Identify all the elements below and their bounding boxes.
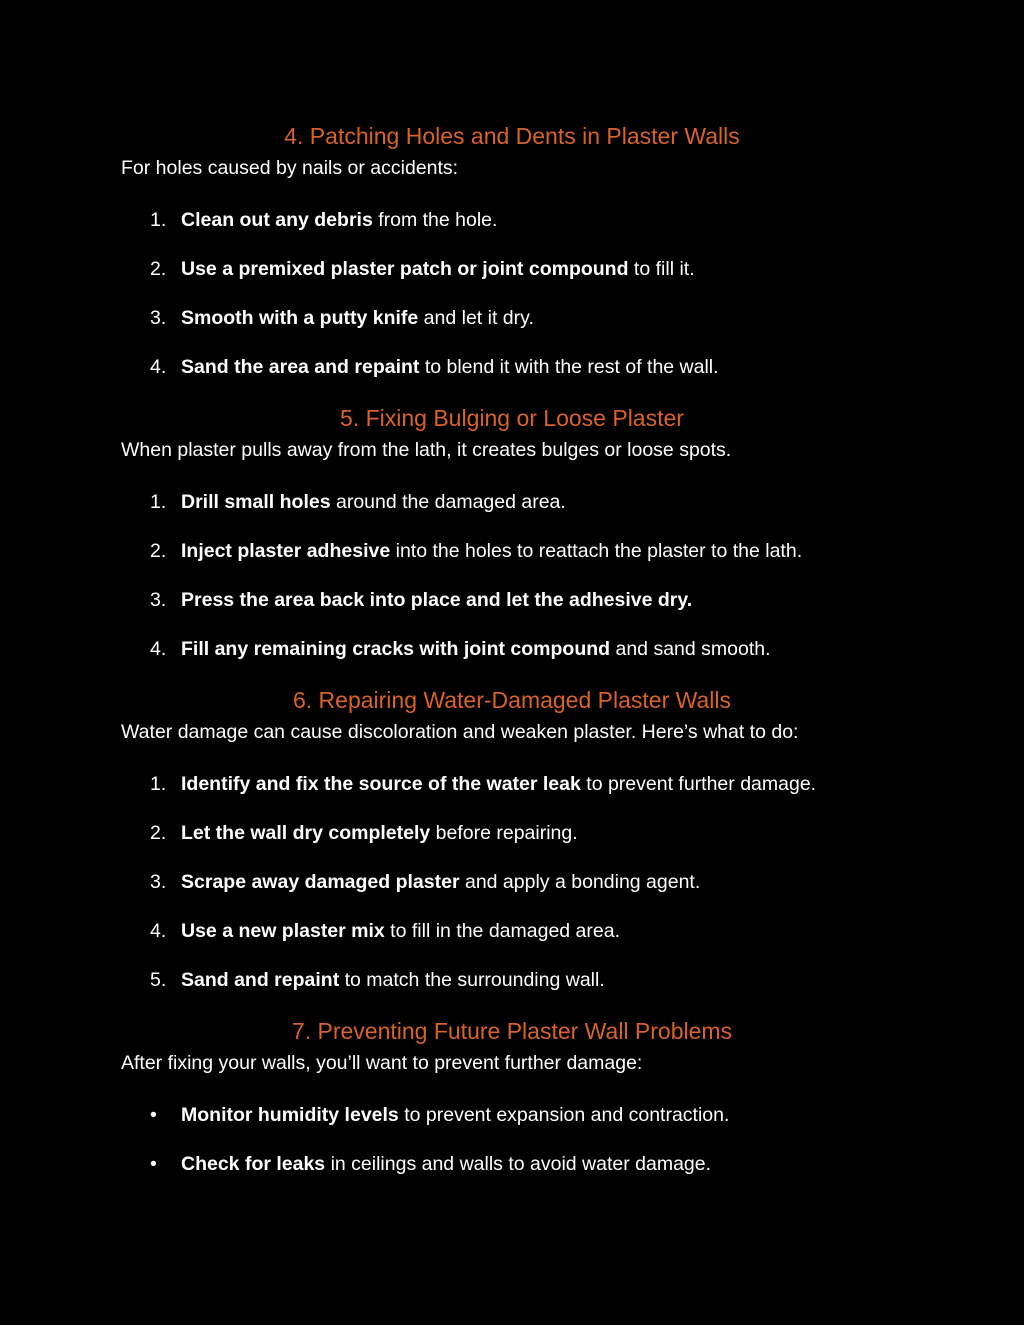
list-item-text [181, 489, 566, 515]
list-item-text [181, 1151, 711, 1177]
list-number: 1. [150, 491, 167, 513]
section-heading: 6. Repairing Water-Damaged Plaster Walls [292, 687, 731, 713]
list-item-text [181, 538, 802, 564]
list-item-rest-text: and sand smooth. [610, 638, 771, 660]
list-item-rest-text: and apply a bonding agent. [459, 871, 701, 893]
list-item-rest-text: into the holes to reattach the plaster to the lath. [390, 540, 803, 562]
list-item-rest-text: from the hole. [372, 209, 498, 231]
list-number: 5. [150, 969, 167, 991]
list-number: 2. [150, 258, 167, 280]
list-item-bold-text: Clean out any debris [181, 209, 373, 231]
list-item-bold-text: Sand and repaint [181, 969, 340, 991]
list-item-text [181, 918, 620, 944]
list-item [0, 256, 900, 282]
list-item [0, 305, 900, 331]
list-item-bold-text: Smooth with a putty knife [181, 307, 419, 329]
list-item [0, 820, 900, 846]
list-item [0, 967, 900, 993]
list-item-rest-text: before repairing. [430, 822, 578, 844]
list-item-text [181, 636, 771, 662]
list-number: 1. [150, 209, 167, 231]
list-item-text [181, 820, 578, 846]
list-item-bold-text: Use a new plaster mix [181, 920, 385, 942]
section-intro: For holes caused by nails or accidents: [121, 157, 459, 179]
list-number: 3. [150, 871, 167, 893]
list-item [0, 587, 900, 613]
list-item-bold-text: Scrape away damaged plaster [181, 871, 460, 893]
list-item [0, 918, 900, 944]
list-item-bold-text: Press the area back into place and let the adhesive dry. [181, 589, 693, 611]
list-item-text [181, 354, 719, 380]
list-item-text [181, 771, 816, 797]
list-item-bold-text: Drill small holes [181, 491, 331, 513]
list-item-rest-text: to prevent further damage. [580, 773, 817, 795]
list-item-bold-text: Monitor humidity levels [181, 1104, 399, 1126]
list-item-bold-text: Let the wall dry completely [181, 822, 431, 844]
list-item-rest-text: to blend it with the rest of the wall. [419, 356, 719, 378]
list-item [0, 636, 900, 662]
list-item [0, 354, 900, 380]
list-item-bold-text: Identify and fix the source of the water leak [181, 773, 581, 795]
section-intro: When plaster pulls away from the lath, it creates bulges or loose spots. [121, 439, 732, 461]
list-item-text [181, 1102, 729, 1128]
list-number: 4. [150, 356, 167, 378]
list-item [0, 538, 900, 564]
list-item [0, 869, 900, 895]
list-item-text [181, 207, 497, 233]
list-number: 4. [150, 638, 167, 660]
list-item-rest-text: to match the surrounding wall. [339, 969, 605, 991]
list-number: 2. [150, 540, 167, 562]
list-item-bold-text: Inject plaster adhesive [181, 540, 391, 562]
section-intro: After fixing your walls, you’ll want to prevent further damage: [121, 1052, 643, 1074]
list-number: 4. [150, 920, 167, 942]
list-item-rest-text: and let it dry. [418, 307, 534, 329]
list-number: 1. [150, 773, 167, 795]
list-item-bold-text: Sand the area and repaint [181, 356, 420, 378]
list-item-bold-text: Fill any remaining cracks with joint compound [181, 638, 611, 660]
list-item [0, 207, 900, 233]
list-number: 3. [150, 307, 167, 329]
section-heading: 5. Fixing Bulging or Loose Plaster [340, 405, 684, 431]
list-item-text [181, 967, 605, 993]
bullet-marker: • [150, 1153, 157, 1175]
list-item [0, 1151, 900, 1177]
list-item-rest-text: to fill it. [628, 258, 695, 280]
list-number: 3. [150, 589, 167, 611]
list-item-text [181, 305, 534, 331]
list-item-rest-text: in ceilings and walls to avoid water damage. [325, 1153, 712, 1175]
list-item [0, 489, 900, 515]
list-item-rest-text: to fill in the damaged area. [384, 920, 620, 942]
section-heading: 4. Patching Holes and Dents in Plaster Walls [284, 123, 740, 149]
section-heading: 7. Preventing Future Plaster Wall Problems [291, 1018, 733, 1044]
bullet-marker: • [150, 1104, 157, 1126]
list-item-rest-text: around the damaged area. [330, 491, 566, 513]
list-number: 2. [150, 822, 167, 844]
section-intro: Water damage can cause discoloration and weaken plaster. Here’s what to do: [121, 721, 799, 743]
list-item-bold-text: Check for leaks [181, 1153, 326, 1175]
list-item-text [181, 256, 695, 282]
list-item-text [181, 869, 700, 895]
list-item-bold-text: Use a premixed plaster patch or joint compound [181, 258, 629, 280]
list-item-text [181, 587, 692, 613]
list-item [0, 1102, 900, 1128]
list-item-rest-text: to prevent expansion and contraction. [398, 1104, 730, 1126]
list-item [0, 771, 900, 797]
